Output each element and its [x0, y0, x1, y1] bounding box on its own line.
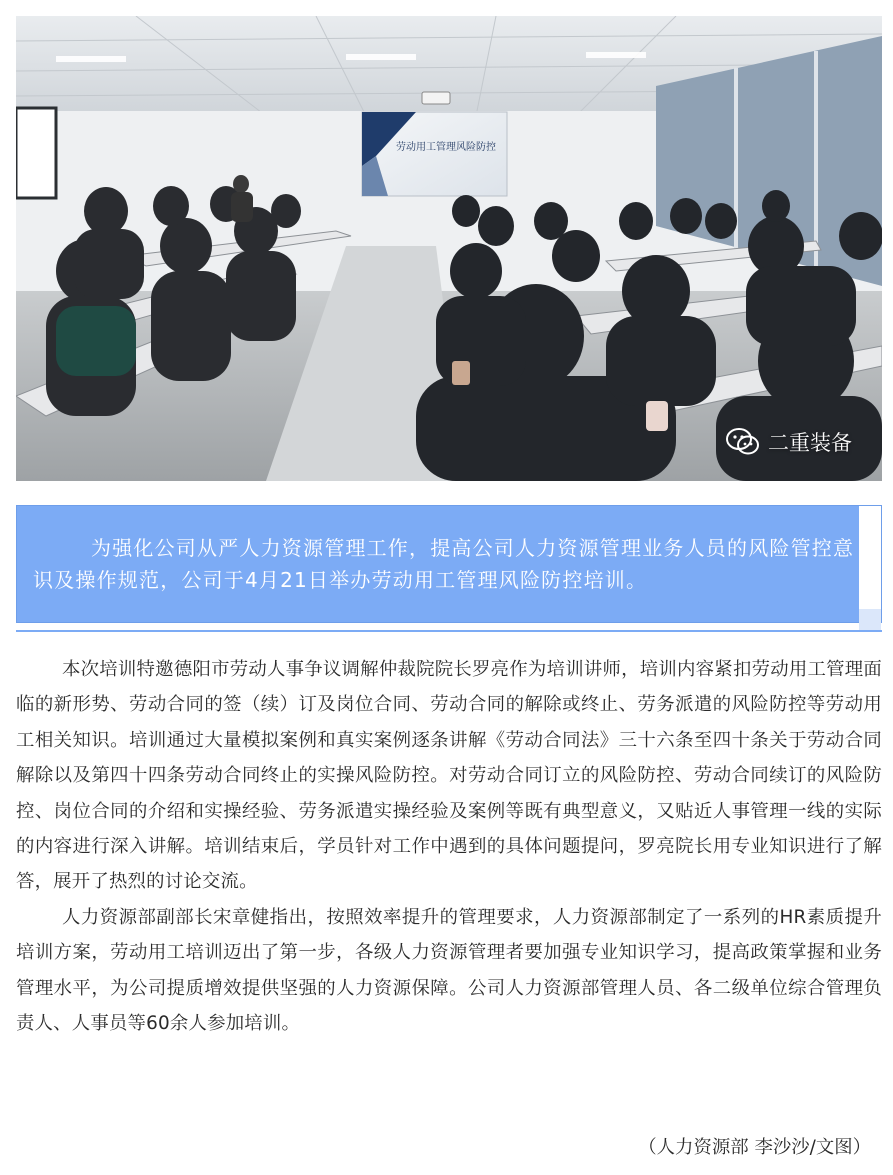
byline: （人力资源部 李沙沙/文图） [638, 1137, 871, 1158]
training-room-illustration [16, 16, 882, 481]
callout-underline [16, 630, 882, 632]
callout-strip [859, 506, 881, 622]
watermark-text: 二重装备 [768, 431, 852, 455]
article-body [16, 652, 882, 1041]
article-paragraph: 人力资源部副部长宋章健指出，按照效率提升的管理要求，人力资源部制定了一系列的HR素质提升培训方案，劳动用工培训迈出了第一步，各级人力资源管理者要加强专业知识学习，提高政策掌握和业务管理水平，为公司提质增效提供坚强的人力资源保障。公司人力资源部管理人员、各二级单位综合管理负责人、人事员等60余人参加培训。 [16, 906, 882, 1035]
intro-text: 为强化公司从严人力资源管理工作，提高公司人力资源管理业务人员的风险管控意识及操作规范，公司于4月21日举办劳动用工管理风险防控培训。 [33, 536, 855, 592]
watermark [726, 427, 852, 457]
screen-title: 劳动用工管理风险防控 [396, 142, 496, 153]
callout-corner-block [859, 609, 881, 631]
wechat-icon [726, 428, 760, 456]
intro-box [16, 505, 882, 623]
intro-callout [16, 505, 882, 632]
article-photo [16, 16, 882, 481]
article-paragraph: 本次培训特邀德阳市劳动人事争议调解仲裁院院长罗亮作为培训讲师，培训内容紧扣劳动用工管理面临的新形势、劳动合同的签（续）订及岗位合同、劳动合同的解除或终止、劳务派遣的风险防控等劳动用工相关知识。培训通过大量模拟案例和真实案例逐条讲解《劳动合同法》三十六条至四十条关于劳动合同解除以及第四十四条劳动合同终止的实操风险防控。对劳动合同订立的风险防控、劳动合同续订的风险防控、岗位合同的介绍和实操经验、劳务派遣实操经验及案例等既有典型意义，又贴近人事管理一线的实际的内容进行深入讲解。培训结束后，学员针对工作中遇到的具体问题提问，罗亮院长用专业知识进行了解答，展开了热烈的讨论交流。 [16, 659, 882, 893]
